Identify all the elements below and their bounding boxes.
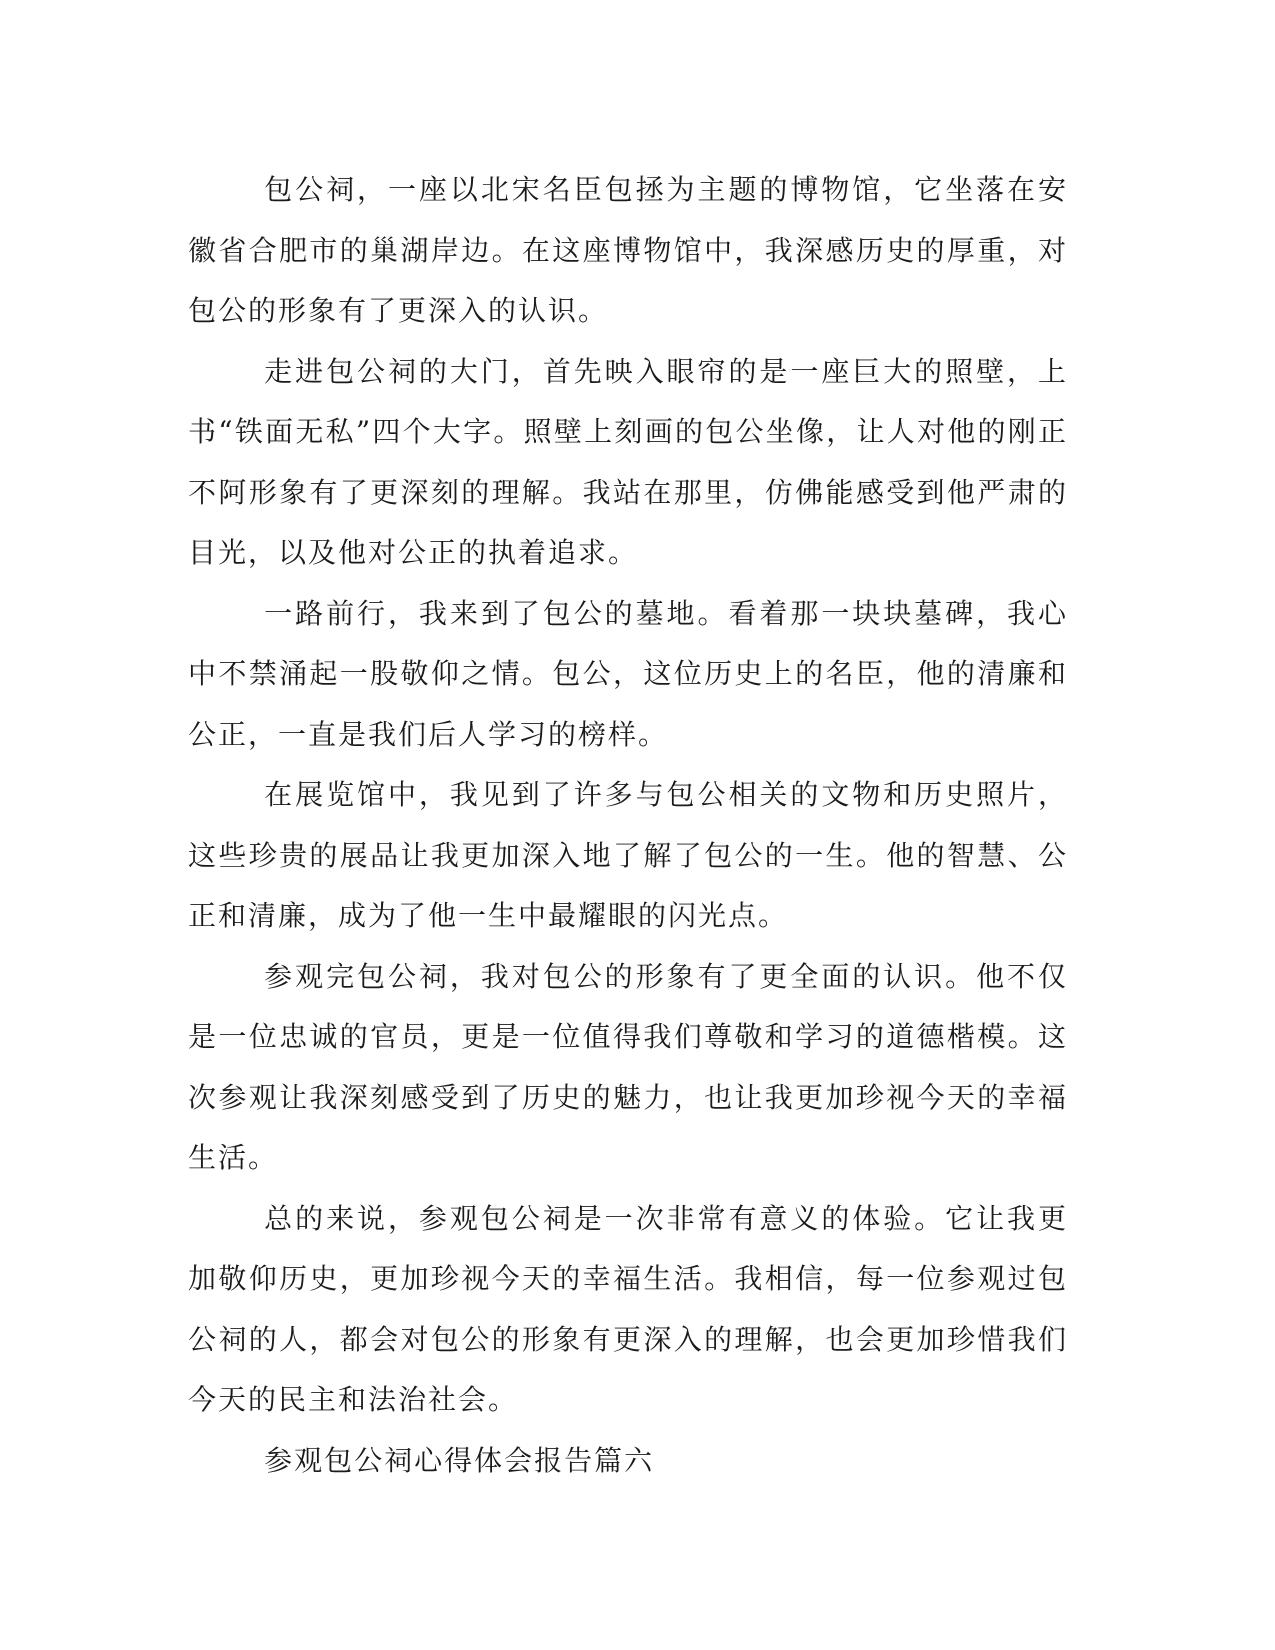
paragraph: 包公祠，一座以北宋名臣包拯为主题的博物馆，它坐落在安徽省合肥市的巢湖岸边。在这座博物馆中，我深感历史的厚重，对包公的形象有了更深入的认识。 [188, 173, 1068, 327]
document-body [188, 160, 1068, 1491]
paragraph: 走进包公祠的大门，首先映入眼帘的是一座巨大的照壁，上书“铁面无私”四个大字。照壁上刻画的包公坐像，让人对他的刚正不阿形象有了更深刻的理解。我站在那里，仿佛能感受到他严肃的目光，以及他对公正的执着追求。 [188, 354, 1068, 569]
paragraph: 参观完包公祠，我对包公的形象有了更全面的认识。他不仅是一位忠诚的官员，更是一位值得我们尊敬和学习的道德楷模。这次参观让我深刻感受到了历史的魅力，也让我更加珍视今天的幸福生活。 [188, 959, 1068, 1174]
section-heading: 参观包公祠心得体会报告篇六 [264, 1443, 655, 1477]
paragraph: 总的来说，参观包公祠是一次非常有意义的体验。它让我更加敬仰历史，更加珍视今天的幸福生活。我相信，每一位参观过包公祠的人，都会对包公的形象有更深入的理解，也会更加珍惜我们今天的民主和法治社会。 [188, 1201, 1068, 1416]
paragraph: 在展览馆中，我见到了许多与包公相关的文物和历史照片，这些珍贵的展品让我更加深入地了解了包公的一生。他的智慧、公正和清廉，成为了他一生中最耀眼的闪光点。 [188, 778, 1068, 932]
paragraph: 一路前行，我来到了包公的墓地。看着那一块块墓碑，我心中不禁涌起一股敬仰之情。包公，这位历史上的名臣，他的清廉和公正，一直是我们后人学习的榜样。 [188, 596, 1068, 751]
